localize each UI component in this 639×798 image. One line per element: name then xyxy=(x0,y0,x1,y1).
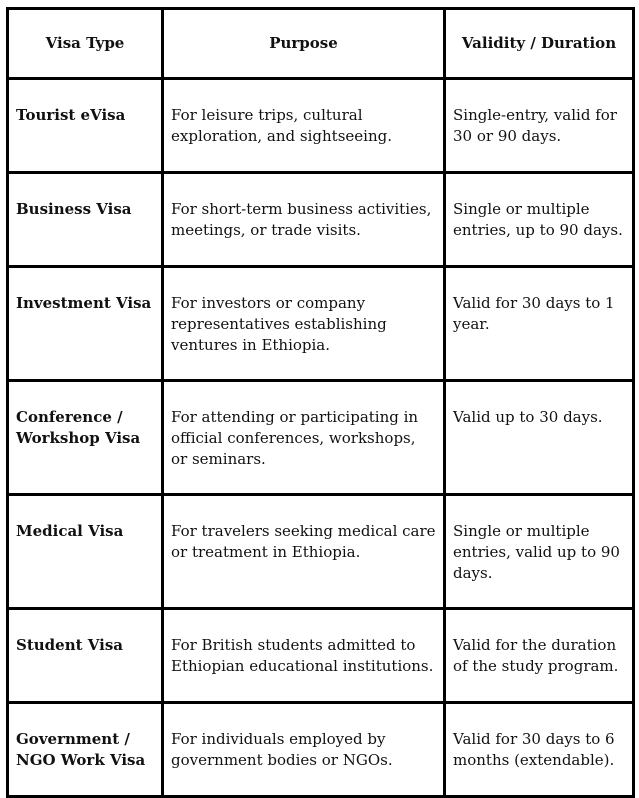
visa-type-cell: Business Visa xyxy=(8,173,163,267)
purpose-cell: For attending or participating in official conferences, workshops, or seminars. xyxy=(163,381,445,495)
validity-cell: Valid for 30 days to 1 year. xyxy=(445,267,634,381)
validity-cell: Single or multiple entries, valid up to 90 days. xyxy=(445,495,634,609)
visa-type-cell: Tourist eVisa xyxy=(8,79,163,173)
visa-type-cell: Student Visa xyxy=(8,609,163,703)
purpose-cell: For individuals employed by government bodies or NGOs. xyxy=(163,703,445,797)
validity-cell: Valid for the duration of the study program. xyxy=(445,609,634,703)
visa-type-cell: Conference / Workshop Visa xyxy=(8,381,163,495)
purpose-cell: For British students admitted to Ethiopian educational institutions. xyxy=(163,609,445,703)
table-row xyxy=(8,381,634,495)
table-row xyxy=(8,173,634,267)
visa-types-table xyxy=(6,7,635,798)
table-row xyxy=(8,267,634,381)
table-row xyxy=(8,703,634,797)
validity-cell: Valid up to 30 days. xyxy=(445,381,634,495)
visa-type-cell: Government / NGO Work Visa xyxy=(8,703,163,797)
table-row xyxy=(8,79,634,173)
table-header-row xyxy=(8,9,634,79)
header-purpose: Purpose xyxy=(163,9,445,79)
visa-type-cell: Medical Visa xyxy=(8,495,163,609)
purpose-cell: For travelers seeking medical care or treatment in Ethiopia. xyxy=(163,495,445,609)
validity-cell: Valid for 30 days to 6 months (extendable). xyxy=(445,703,634,797)
header-visa-type: Visa Type xyxy=(8,9,163,79)
validity-cell: Single or multiple entries, up to 90 days. xyxy=(445,173,634,267)
visa-type-cell: Investment Visa xyxy=(8,267,163,381)
table-row xyxy=(8,495,634,609)
header-validity: Validity / Duration xyxy=(445,9,634,79)
purpose-cell: For short-term business activities, meetings, or trade visits. xyxy=(163,173,445,267)
purpose-cell: For leisure trips, cultural exploration, and sightseeing. xyxy=(163,79,445,173)
purpose-cell: For investors or company representatives establishing ventures in Ethiopia. xyxy=(163,267,445,381)
table-row xyxy=(8,609,634,703)
validity-cell: Single-entry, valid for 30 or 90 days. xyxy=(445,79,634,173)
